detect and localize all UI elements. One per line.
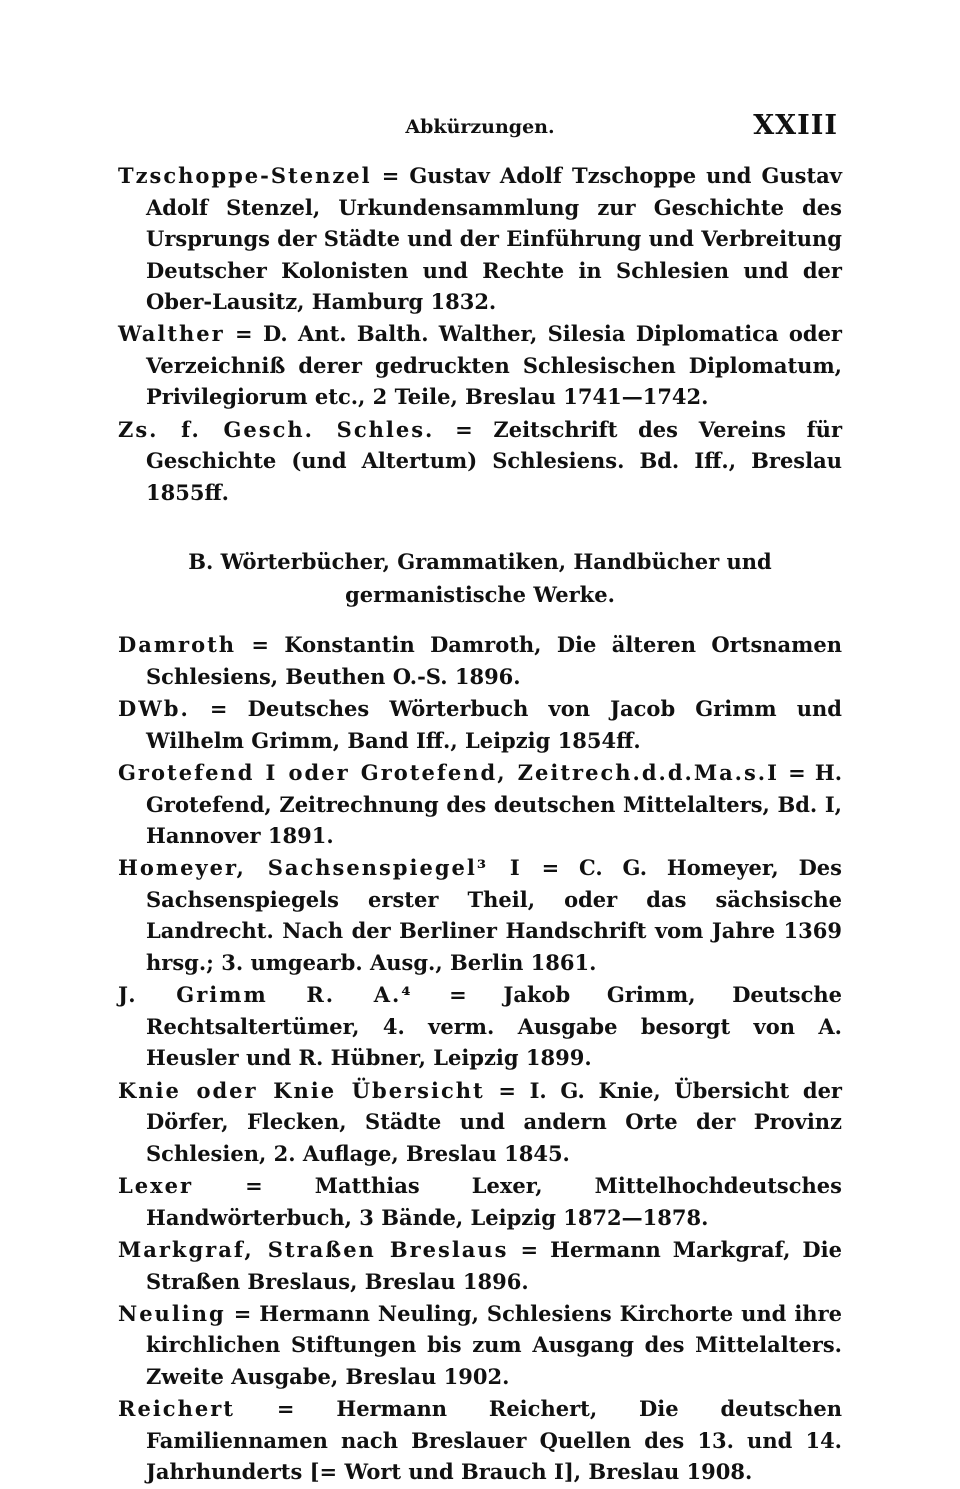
entry-text: = C. G. Homeyer, Des Sachsenspiegels erster Theil, oder das sächsische Landrecht. Nach der Berliner Handschrift vom Jahre 1369 hrsg.; 3. umgearb. Ausg., Berlin 1861. <box>146 855 842 975</box>
abbreviation-entry <box>118 629 842 692</box>
header-title: Abkürzungen. <box>405 116 555 138</box>
entry-abbreviation: Knie oder Knie Übersicht <box>118 1077 485 1103</box>
entry-abbreviation: Walther <box>118 321 225 347</box>
entry-text: = Hermann Neuling, Schlesiens Kirchorte und ihre kirchlichen Stiftungen bis zum Ausgang des Mittelalters. Zweite Ausgabe, Breslau 1902. <box>146 1300 842 1389</box>
entry-abbreviation: DWb. <box>118 696 190 722</box>
abbreviation-entry <box>118 1393 842 1488</box>
entry-text: = Jakob Grimm, Deutsche Rechtsaltertümer, 4. verm. Ausgabe besorgt von A. Heusler und R. Hübner, Leipzig 1899. <box>146 982 842 1071</box>
abbreviation-entry <box>118 160 842 318</box>
entry-abbreviation: J. Grimm R. A.⁴ <box>118 982 413 1008</box>
entry-text: = Hermann Reichert, Die deutschen Familiennamen nach Breslauer Quellen des 13. und 14. Jahrhunderts [= Wort und Brauch I], Breslau 1908. <box>146 1396 842 1485</box>
abbreviation-entry <box>118 1234 842 1297</box>
entry-abbreviation: Zs. f. Gesch. Schles. <box>118 416 435 442</box>
entry-abbreviation: Lexer <box>118 1173 194 1199</box>
abbreviation-entry <box>118 1170 842 1233</box>
entry-abbreviation: Neuling <box>118 1300 226 1326</box>
running-header <box>120 108 840 144</box>
abbreviation-entry <box>118 1075 842 1170</box>
entry-text: = Matthias Lexer, Mittelhochdeutsches Handwörterbuch, 3 Bände, Leipzig 1872—1878. <box>146 1173 842 1230</box>
abbreviation-entry <box>118 979 842 1074</box>
page-number: XXIII <box>753 110 838 141</box>
section-heading <box>118 545 842 611</box>
entry-text: = Hermann Markgraf, Die Straßen Breslaus, Breslau 1896. <box>146 1237 842 1294</box>
entry-text: = H. Grotefend, Zeitrechnung des deutschen Mittelalters, Bd. I, Hannover 1891. <box>146 760 843 849</box>
entry-abbreviation: Markgraf, Straßen Breslaus <box>118 1237 509 1263</box>
abbreviation-entry <box>118 757 842 852</box>
entry-abbreviation: Damroth <box>118 632 237 658</box>
entry-abbreviation: Homeyer, Sachsenspiegel³ I <box>118 855 522 881</box>
entry-text: = Zeitschrift des Vereins für Geschichte (und Altertum) Schlesiens. Bd. Iff., Breslau 1855ff. <box>146 416 843 505</box>
abbreviation-entry <box>118 852 842 978</box>
entry-text: = Konstantin Damroth, Die älteren Ortsnamen Schlesiens, Beuthen O.-S. 1896. <box>146 632 842 689</box>
entry-text: = Deutsches Wörterbuch von Jacob Grimm und Wilhelm Grimm, Band Iff., Leipzig 1854ff. <box>146 696 842 753</box>
entry-abbreviation: Reichert <box>118 1396 235 1422</box>
entry-abbreviation: Grotefend I oder Grotefend, Zeitrech.d.d.Ma.s.I <box>118 760 779 786</box>
entry-abbreviation: Tzschoppe-Stenzel <box>118 163 372 188</box>
section-heading-line-2: germanistische Werke. <box>345 582 615 608</box>
abbreviation-entry <box>118 414 842 509</box>
abbreviation-entry <box>118 1298 842 1393</box>
abbreviation-entry <box>118 318 842 413</box>
entry-text: = I. G. Knie, Übersicht der Dörfer, Flecken, Städte und andern Orte der Provinz Schlesien, 2. Auflage, Breslau 1845. <box>146 1077 842 1166</box>
abbreviation-list <box>118 160 842 1489</box>
entry-text: = Gustav Adolf Tzschoppe und Gustav Adolf Stenzel, Urkundensammlung zur Geschichte des Ursprungs der Städte und der Einführung und Verbreitung Deutscher Kolonisten und Rechte in Schlesien und der Ober-Lausitz, Hamburg 1832. <box>146 163 842 314</box>
section-heading-line-1: B. Wörterbücher, Grammatiken, Handbücher und <box>188 549 772 575</box>
abbreviation-entry <box>118 693 842 756</box>
entry-text: = D. Ant. Balth. Walther, Silesia Diplomatica oder Verzeichniß derer gedruckten Schlesischen Diplomatum, Privilegiorum etc., 2 Teile, Breslau 1741—1742. <box>146 321 842 410</box>
